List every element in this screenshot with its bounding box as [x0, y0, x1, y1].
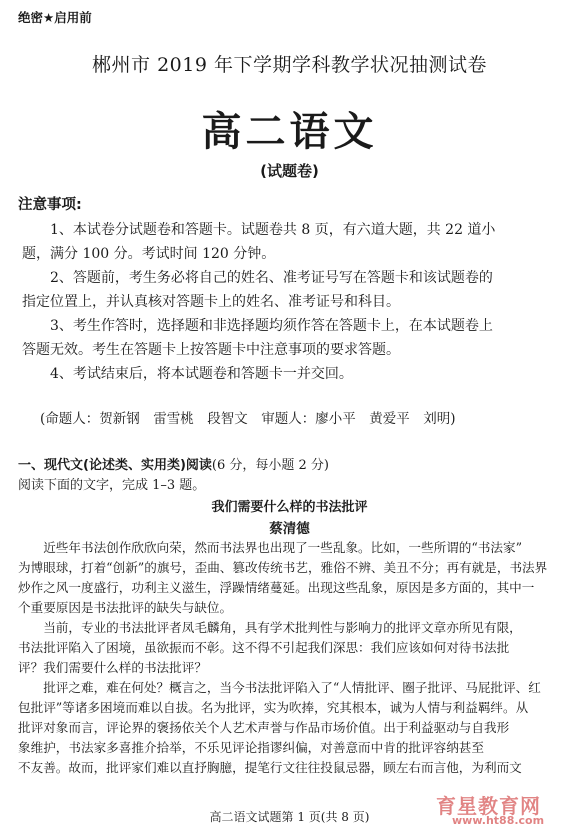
notice-line: 3、考生作答时，选择题和非选择题均须作答在答题卡上，在本试题卷上	[50, 318, 493, 334]
watermark-url: www.ht88.com	[452, 814, 545, 827]
section-points: (6 分，每小题 2 分)	[211, 458, 329, 473]
article-body	[18, 538, 566, 778]
notice-item	[22, 266, 562, 314]
article-author: 蔡清德	[269, 521, 310, 537]
notice-line: 指定位置上，并认真核对答题卡上的姓名、准考证号和科目。	[22, 294, 400, 310]
article-line: 不友善。故而，批评家们难以直抒胸臆，提笔行文往往投鼠忌器，顾左右而言他，为利而文	[18, 760, 522, 775]
section-heading	[18, 454, 329, 473]
article-line: 为博眼球，打着“创新”的旗号，歪曲、篡改传统书艺，雅俗不辨、美丑不分；再有就是，书法界	[18, 560, 548, 575]
subject-title: 高二语文	[201, 109, 378, 155]
article-line: 个重要原因是书法批评的缺失与缺位。	[18, 600, 233, 615]
article-line: 炒作之风一度盛行，功利主义滋生，浮躁情绪蔓延。出现这些乱象，原因是多方面的，其中一	[18, 580, 535, 595]
page-footer: 高二语文试题第 1 页(共 8 页)	[209, 810, 370, 824]
notice-line: 4、考试结束后，将本试题卷和答题卡一并交回。	[50, 366, 353, 382]
notice-item	[22, 362, 562, 386]
paper-type: (试题卷)	[260, 162, 319, 180]
notice-line: 题，满分 100 分。考试时间 120 分钟。	[22, 246, 276, 262]
notice-line: 1、本试卷分试题卷和答题卡。试题卷共 8 页，有六道大题，共 22 道小	[50, 222, 496, 238]
exam-name: 郴州市 2019 年下学期学科教学状况抽测试卷	[92, 54, 487, 76]
article-line: 批评之难，难在何处？概言之，当今书法批评陷入了“人情批评、圈子批评、马屁批评、红	[18, 680, 541, 695]
notice-item	[22, 218, 562, 266]
watermark-logo: 育星教育网	[436, 794, 541, 818]
article-line: 书法批评陷入了困境，虽欲振而不彰。这不得不引起我们深思：我们应该如何对待书法批	[18, 640, 510, 655]
notice-line: 2、答题前，考生务必将自己的姓名、准考证号写在答题卡和该试题卷的	[50, 270, 493, 286]
question-makers: (命题人：贺新钢 雷雪桃 段智文 审题人：廖小平 黄爱平 刘明)	[40, 411, 456, 427]
article-line: 当前，专业的书法批评者凤毛麟角，具有学术批判性与影响力的批评文章亦所见有限，	[18, 620, 522, 635]
article-line: 评？我们需要什么样的书法批评？	[18, 660, 207, 675]
section-title: 一、现代文(论述类、实用类)阅读	[18, 458, 212, 473]
reading-instruction: 阅读下面的文字，完成 1–3 题。	[18, 478, 206, 493]
notice-line: 答题无效。考生在答题卡上按答题卡中注意事项的要求答题。	[22, 342, 400, 358]
article-line: 象维护，书法家多喜推介拾举，不乐见评论指谬纠偏，对善意而中肯的批评容纳甚至	[18, 740, 484, 755]
article-line: 包批评”等诸多困境而难以自拔。名为批评，实为吹捧，究其根本，诚为人情与利益羁绊。从	[18, 700, 529, 715]
article-title: 我们需要什么样的书法批评	[211, 500, 368, 515]
article-line: 批评对象而言，评论界的褒扬依关个人艺术声誉与作品市场价值。出于利益驱动与自我形	[18, 720, 510, 735]
article-line: 近些年书法创作欣欣向荣，然而书法界也出现了一些乱象。比如，一些所谓的“书法家”	[18, 540, 523, 555]
notice-item	[22, 314, 562, 362]
notice-heading: 注意事项:	[18, 197, 82, 213]
secret-label: 绝密★启用前	[18, 10, 92, 25]
